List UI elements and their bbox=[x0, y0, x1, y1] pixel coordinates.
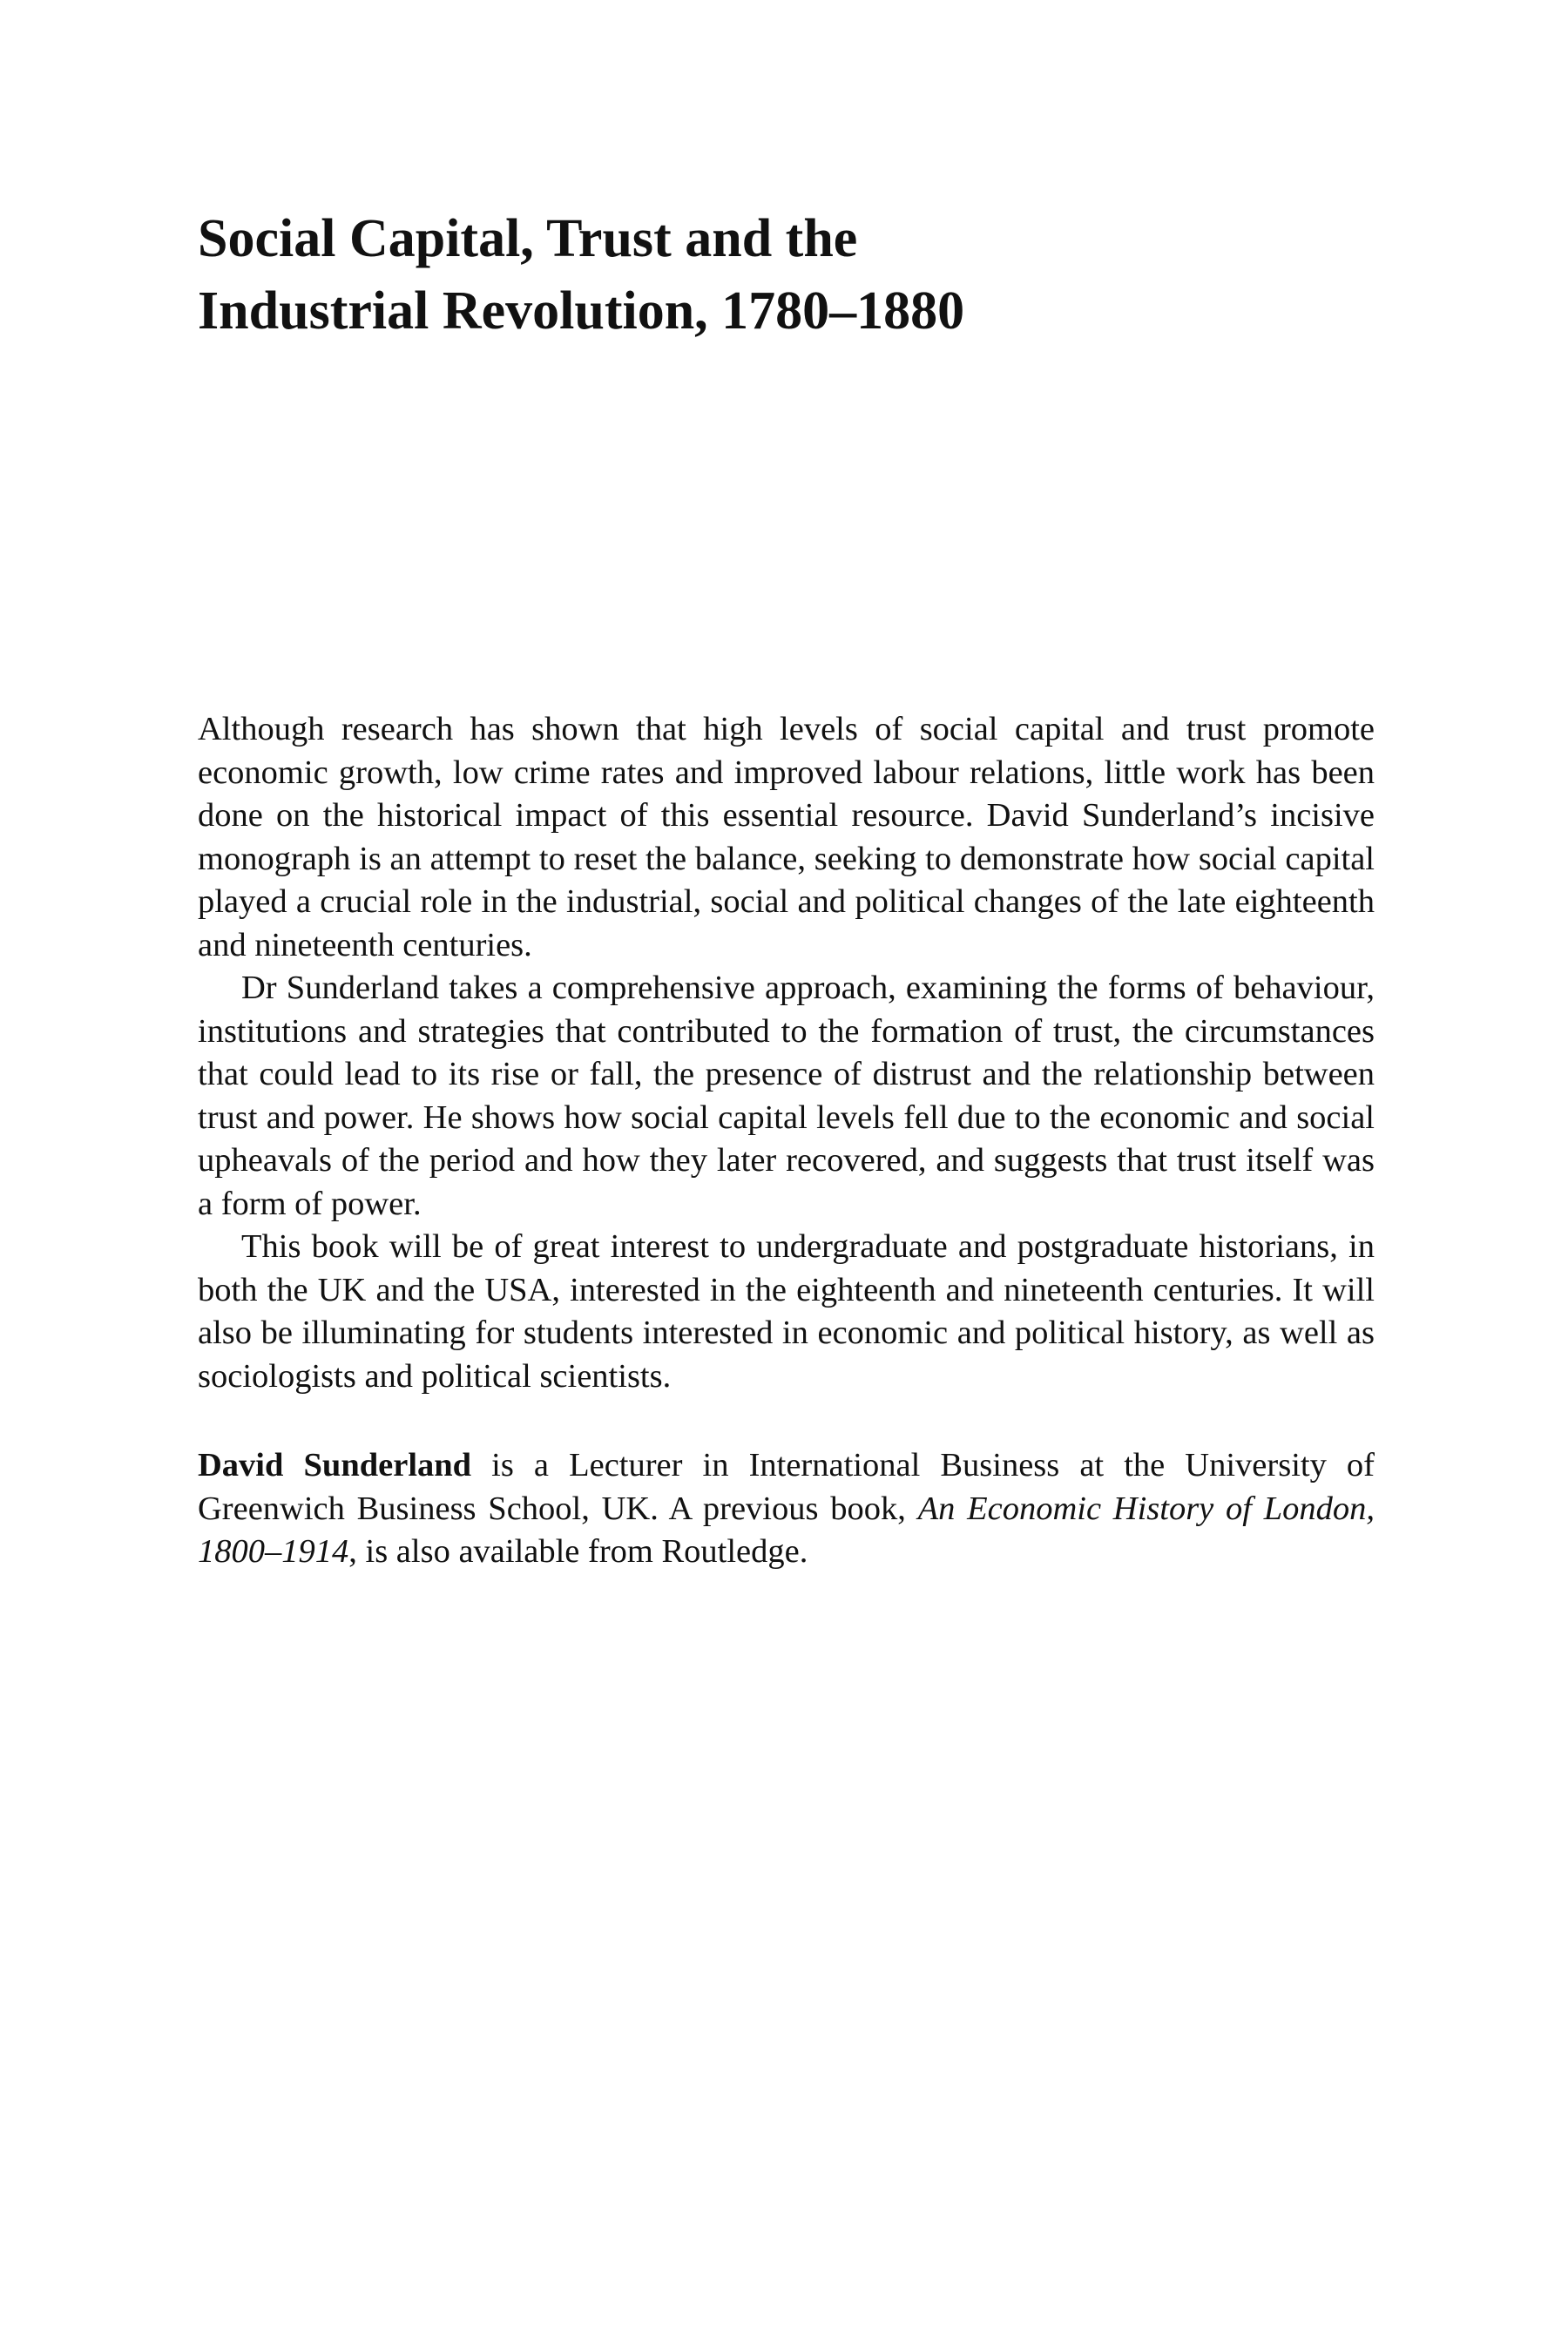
author-bio-text: is a Lecturer in International Business at the University of Greenwich Business School, UK. A previous book, bbox=[198, 1447, 1375, 1527]
book-title-line-2: Industrial Revolution, 1780–1880 bbox=[198, 281, 965, 341]
description-paragraph-3: This book will be of great interest to undergraduate and postgraduate historians, in both the UK and the USA, interested in the eighteenth and nineteenth centuries. It will also be illuminating for students interested in economic and political history, as well as sociologists and political scientists. bbox=[198, 1228, 1375, 1395]
previous-book-title: An Economic History of London, 1800–1914 bbox=[198, 1490, 1375, 1570]
book-description bbox=[198, 708, 1375, 1398]
description-paragraph-2: Dr Sunderland takes a comprehensive approach, examining the forms of behaviour, institutions and strategies that contributed to the formation of trust, the circumstances that could lead to its rise or fall, the presence of distrust and the relationship between trust and power. He shows how social capital levels fell due to the economic and social upheavals of the period and how they later recovered, and suggests that trust itself was a form of power. bbox=[198, 970, 1375, 1222]
author-bio-availability: , is also available from Routledge. bbox=[348, 1533, 808, 1570]
description-paragraph-1: Although research has shown that high levels of social capital and trust promote economic growth, low crime rates and improved labour relations, little work has been done on the historical impact of this essential resource. David Sunderland’s incisive monograph is an attempt to reset the balance, seeking to demonstrate how social capital played a crucial role in the industrial, social and political changes of the late eighteenth and nineteenth centuries. bbox=[198, 711, 1375, 963]
author-bio bbox=[198, 1444, 1375, 1574]
book-title-line-1: Social Capital, Trust and the bbox=[198, 209, 858, 268]
author-name: David Sunderland bbox=[198, 1447, 472, 1484]
book-title bbox=[198, 203, 1417, 348]
